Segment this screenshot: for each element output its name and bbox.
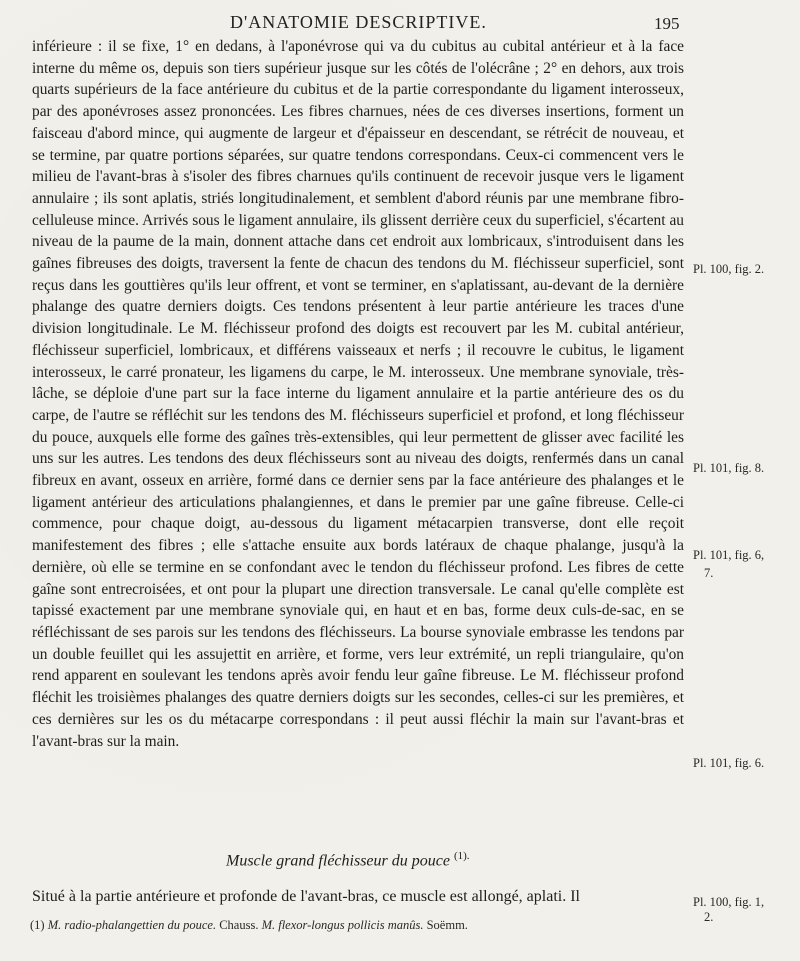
- section-title: Muscle grand fléchisseur du pouce: [226, 852, 450, 870]
- footnote-synonym-2: M. flexor-longus pollicis manûs.: [261, 918, 424, 932]
- margin-note: 2.: [704, 910, 714, 924]
- footnote: [30, 918, 680, 933]
- intro-sentence: Situé à la partie antérieure et profonde de l'avant-bras, ce muscle est allongé, aplati. Il: [32, 888, 580, 905]
- margin-note: Pl. 100, fig. 1,: [693, 895, 765, 909]
- body-text: [32, 36, 684, 752]
- footnote-reference: (1).: [453, 850, 470, 862]
- footnote-marker: (1): [30, 918, 45, 932]
- footnote-synonym-1: M. radio-phalangettien du pouce.: [47, 918, 217, 932]
- footnote-author-1: Chauss.: [219, 918, 259, 932]
- body-paragraph: inférieure : il se fixe, 1° en dedans, à l'aponévrose qui va du cubitus au cubital antérieur et à la face interne du même os, depuis son tiers supérieur jusque sur les côtés de l'olécrâne ; 2° en dehors, aux trois quarts supérieurs de la face antérieure du cubitus et de la partie correspondante du ligament interosseux, par des aponévroses assez prononcées. Les fibres charnues, nées de ces diverses insertions, forment un faisceau d'abord mince, qui augmente de largeur et d'épaisseur en descendant, se rétrécit de nouveau, et se termine, par quatre portions séparées, sur quatre tendons correspondans. Ceux-ci commencent vers le milieu de l'avant-bras à s'isoler des fibres charnues qu'ils continuent de recevoir jusque vers le ligament annulaire ; ils sont aplatis, striés longitudinalement, et semblent d'abord réunis par une membrane fibro-celluleuse mince. Arrivés sous le ligament annulaire, ils glissent derrière ceux du superficiel, s'écartent au niveau de la paume de la main, donnent attache dans cet endroit aux lombricaux, s'introduisent dans les gaînes fibreuses des doigts, traversent la fente de chacun des tendons du M. fléchisseur superficiel, sont reçus dans les gouttières qu'ils leur offrent, et vont se terminer, en s'aplatissant, au-devant de la dernière phalange des quatre derniers doigts. Ces tendons présentent à leur partie antérieure les traces d'une division longitudinale. Le M. fléchisseur profond des doigts est recouvert par les M. cubital antérieur, fléchisseur superficiel, lombricaux, et différens vaisseaux et nerfs ; il recouvre le cubitus, le ligament interosseux, le carré pronateur, les ligamens du carpe, le M. interosseux. Une membrane synoviale, très-lâche, se déploie d'une part sur la face interne du ligament annulaire et la partie antérieure des os du carpe, de l'autre se réfléchit sur les tendons des M. fléchisseurs superficiel et profond, et long fléchisseur du pouce, auxquels elle forme des gaînes très-extensibles, qui leur permettent de glisser avec facilité les uns sur les autres. Les tendons des deux fléchisseurs sont au niveau des doigts, renfermés dans un canal fibreux en avant, osseux en arrière, formé dans ce dernier sens par la face antérieure des phalanges et le ligament antérieur des articulations phalangiennes, et dans le premier par une gaîne fibreuse. Celle-ci commence, pour chaque doigt, au-dessous du ligament métacarpien transverse, dont elle reçoit manifestement des fibres ; elle s'attache ensuite aux bords latéraux de chaque phalange, jusqu'à la dernière, où elle se termine en se confondant avec le tendon du fléchisseur profond. Les fibres de cette gaîne sont entrecroisées, et ont pour la plupart une direction transversale. Le canal qu'elle complète est tapissé exactement par une membrane synoviale qui, en haut et en bas, forme deux culs-de-sac, en se réfléchissant de ses parois sur les tendons des fléchisseurs. La bourse synoviale embrasse les tendons par un double feuillet qui les assujettit en arrière, et forme, vers leur extrémité, un repli triangulaire, qu'on rend apparent en soulevant les tendons après avoir fendu leur gaîne fibreuse. Le M. fléchisseur profond fléchit les troisièmes phalanges des quatre derniers doigts sur les secondes, celles-ci sur les premières, et ces dernières sur les os du métacarpe correspondans : il peut aussi fléchir la main sur l'avant-bras et l'avant-bras sur la main.: [32, 38, 684, 750]
- margin-note: Pl. 101, fig. 6,: [693, 548, 765, 562]
- margin-note: Pl. 101, fig. 6.: [693, 756, 765, 770]
- footnote-author-2: Soëmm.: [426, 918, 468, 932]
- margin-note: Pl. 101, fig. 8.: [693, 461, 765, 475]
- section-heading: [226, 850, 470, 870]
- margin-note: Pl. 100, fig. 2.: [693, 262, 765, 276]
- page-number: 195: [654, 14, 680, 33]
- margin-note: 7.: [704, 566, 714, 580]
- running-title: D'ANATOMIE DESCRIPTIVE.: [230, 12, 487, 32]
